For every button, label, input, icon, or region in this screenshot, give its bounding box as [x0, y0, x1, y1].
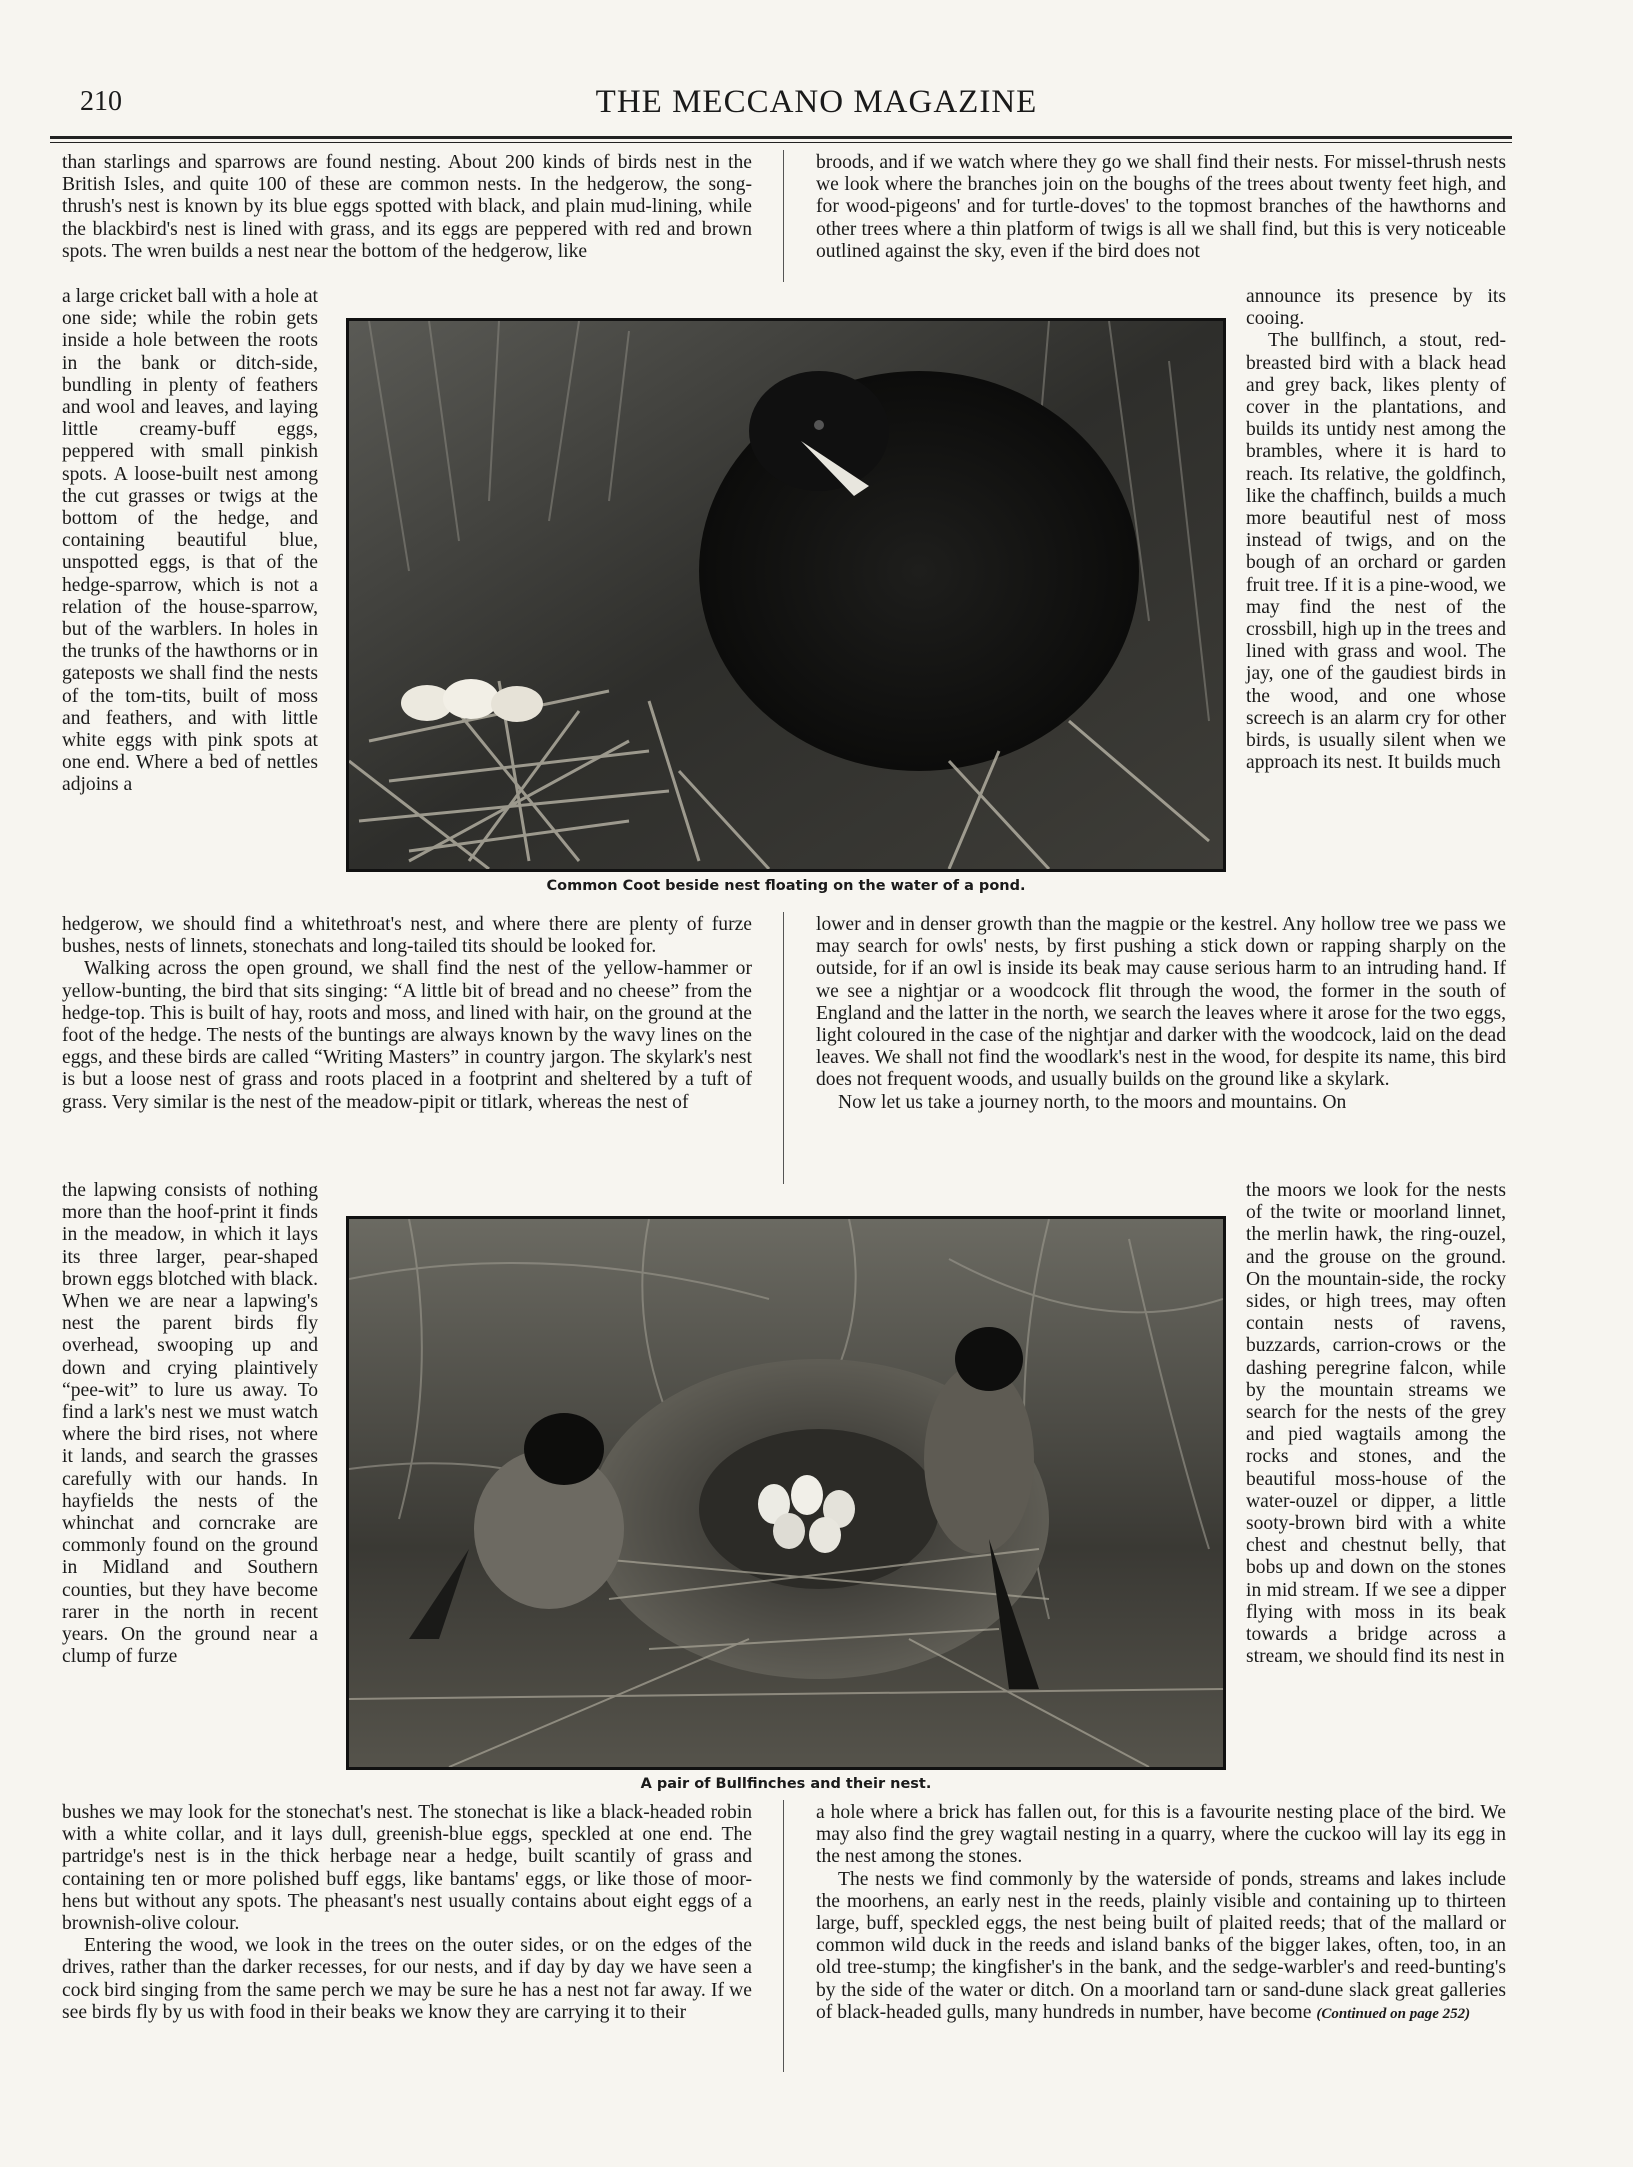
paragraph: than starlings and sparrows are found nesting. About 200 kinds of birds nest in the British Isles, and quite 100 of these are common nests. In the hedgerow, the song-thrush's nest is known by its blue eggs spotted with black, and plain mud-lining, while the blackbird's nest is lined with grass, and its eggs are peppered with red and brown spots. The wren builds a nest near the bottom of the hedgerow, like: [62, 152, 752, 262]
paragraph-text: a hole where a brick has fallen out, for this is a favourite nesting place of the bird. We may also find the grey wagtail nesting in a quarry, where the cuckoo will lay its egg in the nest among the stones.: [816, 1802, 1506, 1868]
photo-coot-nest: [346, 318, 1226, 872]
paragraph: the moors we look for the nests of the twite or moorland linnet, the merlin hawk, the ring-ouzel, and the grouse on the ground. On the mountain-side, the rocky sides, or high trees, may often contain nests of ravens, buzzards, carrion-crows or the dashing peregrine falcon, while by the mountain streams we search for the nests of the grey and pied wagtails among the rocks and stones, and the beautiful moss-house of the water-ouzel or dipper, a little sooty-brown bird with a white chest and chestnut belly, that bobs up and down on the stones in mid stream. If we see a dipper flying with moss in its beak towards a bridge across a stream, we should find its nest in: [1246, 1180, 1506, 1668]
left-text-bottom: [62, 1802, 752, 2024]
paragraph-text: The nests we find commonly by the waterside of ponds, streams and lakes include the moorhens, an early nest in the reeds, plainly visible and containing up to thirteen large, buff, speckled eggs, the nest being built of plaited reeds; that of the mallard or common wild duck in the reeds and island banks of the bigger lakes, often, too, in an old tree-stump; the kingfisher's in the bank, and the sedge-warbler's and reed-bunting's by the side of the water or ditch. On a moorland tarn or sand-dune slack great galleries of black-headed gulls, many hundreds in number, have become: [816, 1868, 1506, 2023]
paragraph: [816, 1802, 1506, 1869]
column-divider: [783, 1800, 784, 2072]
figure-caption-coot: Common Coot beside nest floating on the water of a pond.: [546, 878, 1026, 894]
right-text-beside-photo-2: [1246, 1180, 1506, 1668]
right-text-bottom: [816, 1802, 1506, 2025]
left-text-beside-photo-2: [62, 1180, 318, 1668]
paragraph: lower and in denser growth than the magpie or the kestrel. Any hollow tree we pass we may search for owls' nests, by first pushing a stick down or rapping sharply on the outside, for if an owl is inside its beak may cause serious harm to an intruding hand. If we see a nightjar or a woodcock flit through the wood, the former in the south of England and the latter in the north, we search the leaves where it arose for the two eggs, light coloured in the case of the nightjar and darker with the woodcock, laid on the dead leaves. We shall not find the woodlark's nest in the wood, for despite its name, this bird does not frequent woods, and usually builds on the ground like a skylark.: [816, 914, 1506, 1091]
right-text-beside-photo-1: [1246, 286, 1506, 774]
paragraph: Walking across the open ground, we shall find the nest of the yellow-hammer or yellow-bunting, the bird that sits singing: “A little bit of bread and no cheese” from the hedge-top. This is built of hay, roots and moss, and lined with hair, on the ground at the foot of the hedge. The nests of the buntings are always known by the wavy lines on the eggs, and these birds are called “Writing Masters” in country jargon. The skylark's nest is but a loose nest of grass and roots placed in a footprint and sheltered by a tuft of grass. Very similar is the nest of the meadow-pipit or titlark, whereas the nest of: [62, 958, 752, 1113]
photo-bullfinch-nest: [346, 1216, 1226, 1770]
left-text-top: [62, 152, 752, 263]
header-rule: [50, 136, 1512, 139]
left-text-middle: [62, 914, 752, 1114]
magazine-title: THE MECCANO MAGAZINE: [595, 84, 1038, 120]
paragraph: [816, 1869, 1506, 2025]
paragraph: Entering the wood, we look in the trees on the outer sides, or on the edges of the drives, rather than the darker recesses, for our nests, and if day by day we have seen a cock bird singing from the same perch we may be sure he has a nest not far away. If we see birds fly by us with food in their beaks we know they are carrying it to their: [62, 1935, 752, 2023]
left-text-beside-photo-1: [62, 286, 318, 797]
paragraph: hedgerow, we should find a whitethroat's nest, and where there are plenty of furze bushes, nests of linnets, stonechats and long-tailed tits should be looked for.: [62, 914, 752, 958]
paragraph: a large cricket ball with a hole at one side; while the robin gets inside a hole between the roots in the bank or ditch-side, bundling in plenty of feathers and wool and leaves, and laying little creamy-buff eggs, peppered with small pinkish spots. A loose-built nest among the cut grasses or twigs at the bottom of the hedge, and containing beautiful blue, unspotted eggs, is that of the hedge-sparrow, which is not a relation of the house-sparrow, but of the warblers. In holes in the trunks of the hawthorns or in gateposts we shall find the nests of the tom-tits, built of moss and feathers, and with little white eggs with pink spots at one end. Where a bed of nettles adjoins a: [62, 286, 318, 796]
paragraph: Now let us take a journey north, to the moors and mountains. On: [838, 1091, 1347, 1113]
column-divider: [783, 912, 784, 1184]
continued-note: (Continued on page 252): [1316, 2005, 1471, 2022]
column-divider: [783, 150, 784, 282]
header-rule-thin: [50, 142, 1512, 143]
page-number: 210: [80, 86, 122, 117]
paragraph: announce its presence by its cooing.: [1246, 286, 1506, 330]
right-text-middle: [816, 914, 1506, 1114]
figure-caption-bullfinch: A pair of Bullfinches and their nest.: [640, 1776, 932, 1792]
photo-coot-illustration: [349, 321, 1223, 869]
paragraph: bushes we may look for the stonechat's nest. The stonechat is like a black-headed robin with a white collar, and it lays dull, greenish-blue eggs, speckled at one end. The partridge's nest is in the thick herbage near a hedge, built scantily of grass and containing ten or more polished buff eggs, like bantams' eggs, or like those of moor-hens but without any spots. The pheasant's nest usually contains about eight eggs of a brownish-olive colour.: [62, 1802, 752, 1935]
paragraph: The bullfinch, a stout, red-breasted bird with a black head and grey back, likes plenty of cover in the plantations, and builds its untidy nest among the brambles, where it is hard to reach. Its relative, the goldfinch, like the chaffinch, builds a much more beautiful nest of moss instead of twigs, and on the bough of an orchard or garden fruit tree. If it is a pine-wood, we may find the nest of the crossbill, high up in the trees and lined with grass and wool. The jay, one of the gaudiest birds in the wood, and one whose screech is an alarm cry for other birds, is usually silent when we approach its nest. It builds much: [1246, 330, 1506, 774]
paragraph: the lapwing consists of nothing more than the hoof-print it finds in the meadow, in which it lays its three larger, pear-shaped brown eggs blotched with black. When we are near a lapwing's nest the parent birds fly overhead, swooping up and down and crying plaintively “pee-wit” to lure us away. To find a lark's nest we must watch where the bird rises, not where it lands, and search the grasses carefully with our hands. In hayfields the nests of the whinchat and corncrake are commonly found on the ground in Midland and Southern counties, but they have become rarer in the north in recent years. On the ground near a clump of furze: [62, 1180, 318, 1668]
right-text-top: [816, 152, 1506, 263]
paragraph: broods, and if we watch where they go we shall find their nests. For missel-thrush nests we look where the branches join on the boughs of the trees about twenty feet high, and for wood-pigeons' and for turtle-doves' to the topmost branches of the hawthorns and other trees where a thin platform of twigs is all we shall find, but this is very noticeable outlined against the sky, even if the bird does not: [816, 152, 1506, 262]
photo-bullfinch-illustration: [349, 1219, 1223, 1767]
